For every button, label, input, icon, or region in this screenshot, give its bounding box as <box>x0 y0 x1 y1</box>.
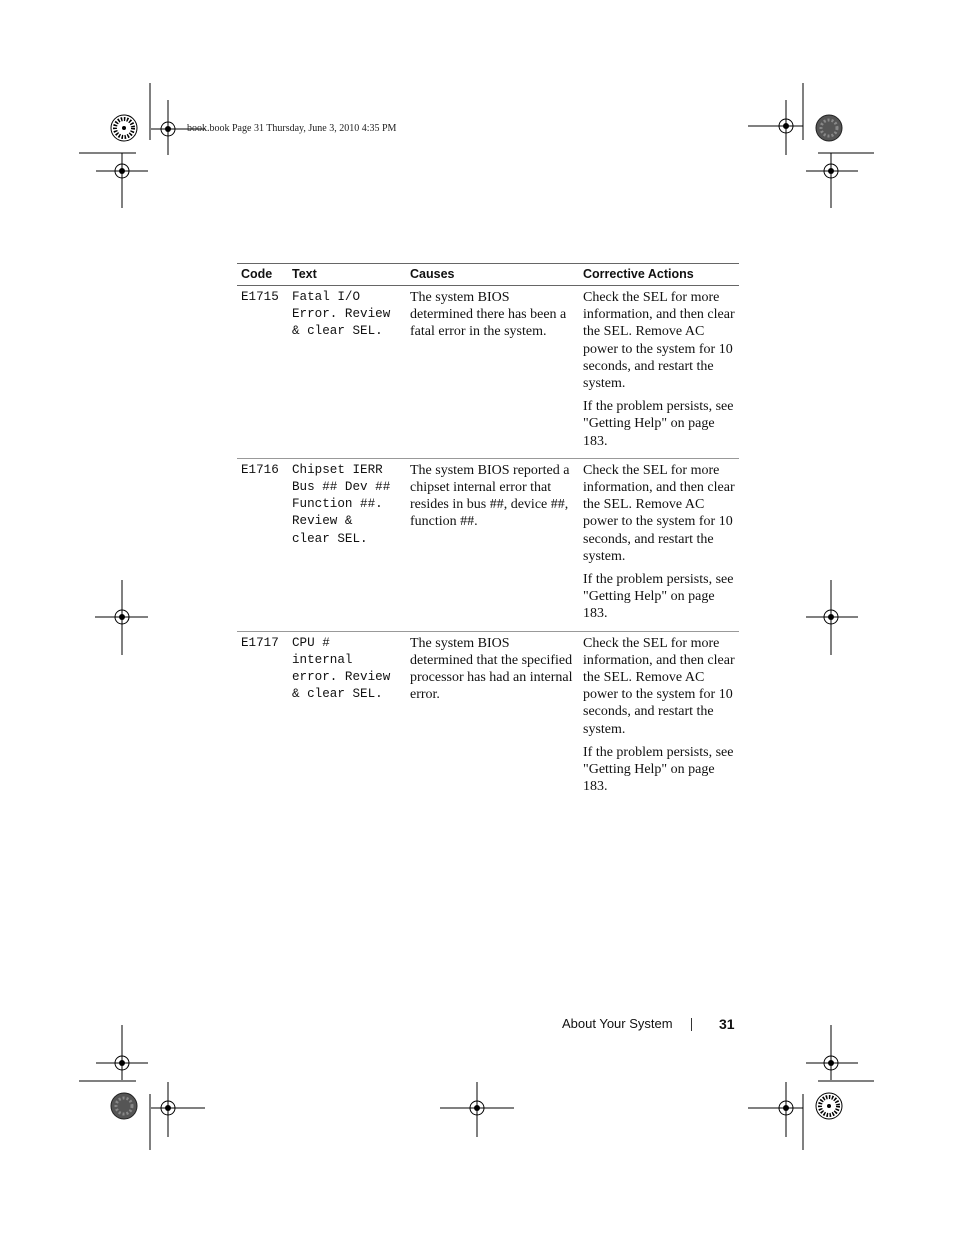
page-number: 31 <box>719 1016 735 1032</box>
error-causes: The system BIOS determined there has been a fatal error in the system. <box>406 286 579 459</box>
error-causes: The system BIOS reported a chipset internal error that resides in bus ##, device ##, function ##. <box>406 458 579 631</box>
error-message: Chipset IERR Bus ## Dev ## Function ##. Review & clear SEL. <box>288 458 406 631</box>
column-header-code: Code <box>237 264 288 286</box>
table-row <box>237 286 739 459</box>
table-row <box>237 458 739 631</box>
footer-section-title: About Your System <box>562 1016 673 1031</box>
error-code: E1717 <box>241 635 279 650</box>
corrective-actions <box>579 458 739 631</box>
error-code-table <box>237 263 739 803</box>
corrective-action-step: Check the SEL for more information, and then clear the SEL. Remove AC power to the system for 10 seconds, and restart the system. <box>583 462 735 564</box>
footer-divider <box>691 1018 692 1031</box>
error-code: E1715 <box>237 286 288 459</box>
corrective-actions <box>579 286 739 459</box>
print-slug: book.book Page 31 Thursday, June 3, 2010 4:35 PM <box>187 123 397 134</box>
corrective-action-step: Check the SEL for more information, and then clear the SEL. Remove AC power to the system for 10 seconds, and restart the system. <box>583 635 735 737</box>
corrective-action-note: If the problem persists, see "Getting Help" on page 183. <box>583 399 734 449</box>
corrective-action-note: If the problem persists, see "Getting Help" on page 183. <box>583 744 734 795</box>
corrective-action-step: Check the SEL for more information, and then clear the SEL. Remove AC power to the system for 10 seconds, and restart the system. <box>583 290 735 392</box>
column-header-text: Text <box>288 264 406 286</box>
corrective-action-note: If the problem persists, see "Getting Help" on page 183. <box>583 572 734 622</box>
corrective-actions <box>579 631 739 803</box>
table-row <box>237 631 739 803</box>
error-causes: The system BIOS determined that the specified processor has had an internal error. <box>410 635 573 703</box>
column-header-corrective-actions: Corrective Actions <box>579 264 739 286</box>
error-message: CPU # internal error. Review & clear SEL. <box>292 635 391 702</box>
error-code: E1716 <box>237 458 288 631</box>
error-message: Fatal I/O Error. Review & clear SEL. <box>288 286 406 459</box>
table-header-row <box>237 264 739 286</box>
column-header-causes: Causes <box>406 264 579 286</box>
